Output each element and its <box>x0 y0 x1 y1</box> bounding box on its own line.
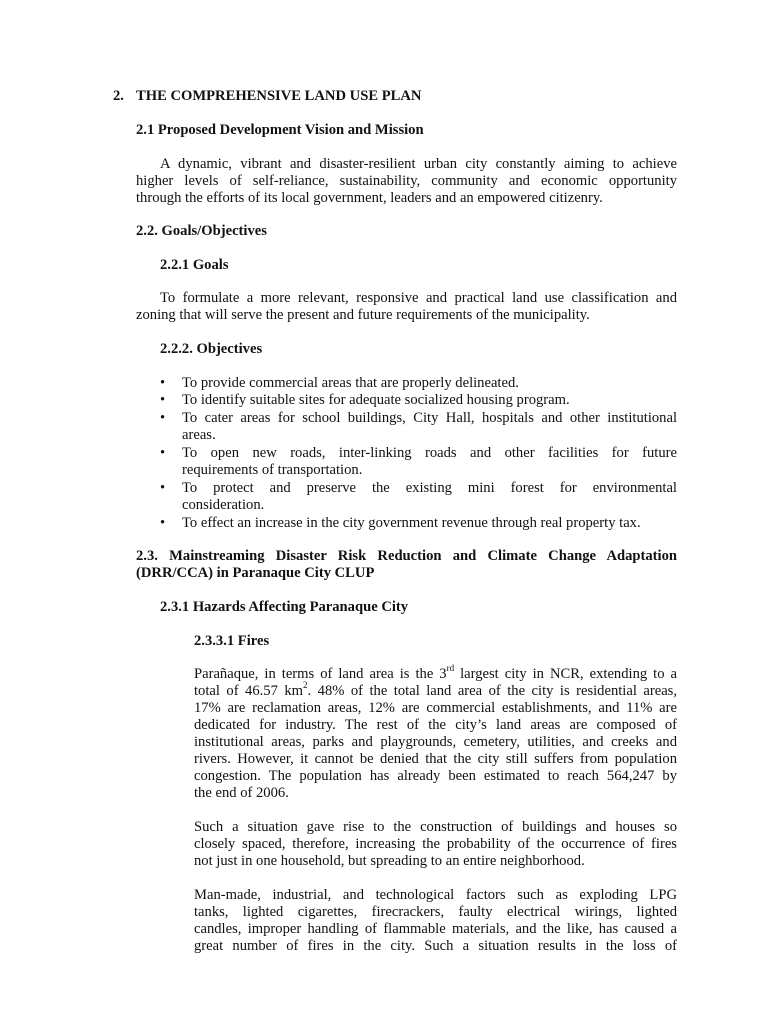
fires-p3-line-1: Man-made, industrial, and technological factors such as exploding LPG <box>194 887 677 903</box>
bullet-icon: • <box>160 445 166 461</box>
list-item-continuation: areas. <box>182 427 216 443</box>
vision-line-2: higher levels of self-reliance, sustainability, community and economic opportunity <box>136 173 677 189</box>
list-item-continuation: requirements of transportation. <box>182 462 363 478</box>
fires-p1-line-2: total of 46.57 $km^2$. 48% of the total land area of the city is residential areas, <box>194 680 677 699</box>
goals-objectives-heading: 2.2. Goals/Objectives <box>136 223 267 239</box>
fires-heading: 2.3.3.1 Fires <box>194 633 270 649</box>
goals-line-1: To formulate a more relevant, responsive and practical land use classification and <box>160 290 677 306</box>
bullet-icon: • <box>160 515 166 531</box>
section-number: 2. <box>113 88 124 104</box>
list-item-text: To effect an increase in the city government revenue through real property tax. <box>182 515 641 531</box>
fires-p1-line-4: dedicated for industry. The rest of the city’s land areas are composed of <box>194 717 677 733</box>
list-item-text: To protect and preserve the existing mini forest for environmental <box>182 480 677 496</box>
bullet-icon: • <box>160 410 166 426</box>
drr-heading-line-1: 2.3. Mainstreaming Disaster Risk Reduction and Climate Change Adaptation <box>136 548 677 564</box>
fires-p2-line-3: not just in one household, but spreading to an entire neighborhood. <box>194 853 585 869</box>
fires-p3-line-2: tanks, lighted cigarettes, firecrackers, faulty electrical wirings, lighted <box>194 904 677 920</box>
fires-p1-line-1: Parañaque, in terms of land area is the 3rd largest city in NCR, extending to a <box>194 663 677 682</box>
fires-p1-line-3: 17% are reclamation areas, 12% are commercial establishments, and 11% are <box>194 700 677 716</box>
bullet-icon: • <box>160 392 166 408</box>
fires-p3-line-3: candles, improper handling of flammable materials, and the like, has caused a <box>194 921 677 937</box>
fires-p1-line-5: institutional areas, parks and playgrounds, cemetery, utilities, and creeks and <box>194 734 677 750</box>
vision-heading: 2.1 Proposed Development Vision and Mission <box>136 122 424 138</box>
vision-line-3: through the efforts of its local government, leaders and an empowered citizenry. <box>136 190 603 206</box>
fires-p1-line-8: the end of 2006. <box>194 785 289 801</box>
drr-heading-line-2: (DRR/CCA) in Paranaque City CLUP <box>136 565 375 581</box>
list-item-text: To cater areas for school buildings, City Hall, hospitals and other institutional <box>182 410 677 426</box>
fires-p3-line-4: great number of fires in the city. Such a situation results in the loss of <box>194 938 677 954</box>
list-item-text: To open new roads, inter-linking roads and other facilities for future <box>182 445 677 461</box>
bullet-icon: • <box>160 480 166 496</box>
fires-p1-line-7: congestion. The population has already been estimated to reach 564,247 by <box>194 768 677 784</box>
section-title: THE COMPREHENSIVE LAND USE PLAN <box>136 88 422 104</box>
list-item-text: To provide commercial areas that are properly delineated. <box>182 375 519 391</box>
list-item-text: To identify suitable sites for adequate socialized housing program. <box>182 392 570 408</box>
objectives-heading: 2.2.2. Objectives <box>160 341 263 357</box>
fires-p2-line-1: Such a situation gave rise to the construction of buildings and houses so <box>194 819 677 835</box>
list-item-continuation: consideration. <box>182 497 265 513</box>
hazards-heading: 2.3.1 Hazards Affecting Paranaque City <box>160 599 409 615</box>
goals-heading: 2.2.1 Goals <box>160 257 229 273</box>
fires-p2-line-2: closely spaced, therefore, increasing the probability of the occurrence of fires <box>194 836 677 852</box>
vision-line-1: A dynamic, vibrant and disaster-resilient urban city constantly aiming to achieve <box>160 156 677 172</box>
goals-line-2: zoning that will serve the present and future requirements of the municipality. <box>136 307 590 323</box>
fires-p1-line-6: rivers. However, it cannot be denied that the city still suffers from population <box>194 751 677 767</box>
bullet-icon: • <box>160 375 166 391</box>
